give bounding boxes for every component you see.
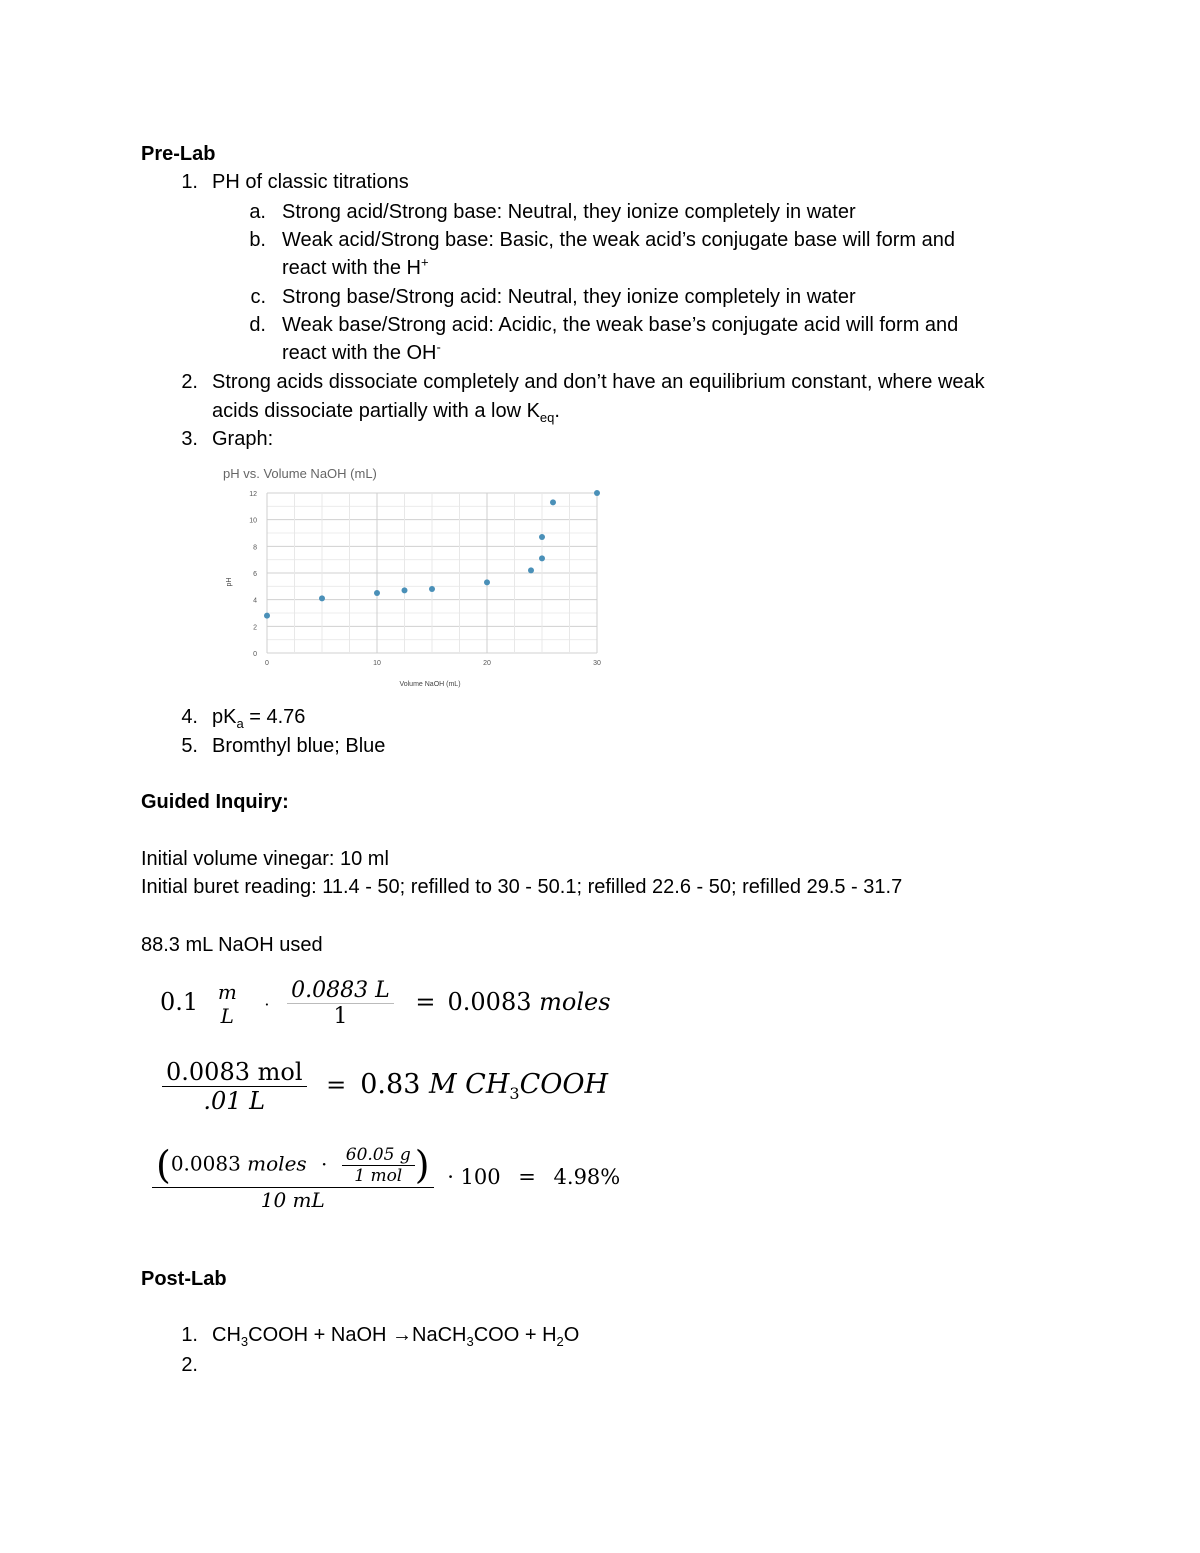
guided-line2: Initial buret reading: 11.4 - 50; refilled to 30 - 50.1; refilled 22.6 - 50; refilled 29.5 - 31.7 — [141, 876, 903, 898]
y-tick-label: 4 — [253, 597, 257, 605]
postlab-q1-reaction: $CH_3COOH$ + NaOH →NaCH$_3$COO + $H_2O$ — [212, 1324, 580, 1349]
x-tick-label: 0 — [265, 660, 269, 667]
chart-title: pH vs. Volume NaOH (mL) — [223, 466, 377, 481]
data-point — [484, 579, 490, 585]
x-tick-label: 10 — [373, 660, 381, 667]
x-tick-label: 30 — [593, 660, 601, 667]
postlab-heading: Post-Lab — [141, 1268, 227, 1290]
equation-molarity: $\frac{\text{0.0083 mol}}{.01 L}$ = 0.83 M $CH_3COOH$ — [162, 1058, 608, 1115]
list-letter: a. — [249, 201, 266, 223]
equation-moles: 0.1 m L · $\frac{0.0883 L}{1}$ = 0.0083 moles — [160, 978, 611, 1029]
data-point — [402, 587, 408, 593]
prelab-q1d-line1: Weak base/Strong acid: Acidic, the weak base’s conjugate acid will form and — [282, 314, 959, 336]
guided-line3: 88.3 mL NaOH used — [141, 934, 323, 956]
prelab-q1b-line2: react with the H+ — [282, 254, 429, 279]
list-number: 5. — [181, 735, 198, 757]
y-tick-label: 6 — [253, 571, 257, 578]
list-number: 1. — [181, 171, 198, 193]
list-number: 4. — [181, 706, 198, 728]
y-tick-label: 12 — [249, 491, 257, 498]
data-point — [374, 590, 380, 596]
data-point — [550, 499, 556, 505]
x-tick-label: 20 — [483, 660, 491, 667]
data-point — [539, 534, 545, 540]
prelab-q3-text: Graph: — [212, 428, 274, 450]
prelab-q2-line2: acids dissociate partially with a low $K_{eq}$. — [212, 400, 560, 425]
list-number: 1. — [181, 1324, 198, 1346]
prelab-q1-text: PH of classic titrations — [212, 171, 409, 193]
prelab-q1d-line2: react with the OH- — [282, 339, 441, 364]
ph-titration-chart — [215, 460, 615, 692]
data-point — [594, 490, 600, 496]
list-number: 2. — [181, 1354, 198, 1376]
list-number: 3. — [181, 428, 198, 450]
data-point — [429, 586, 435, 592]
y-tick-label: 10 — [249, 517, 257, 525]
prelab-heading: Pre-Lab — [141, 143, 216, 165]
prelab-q1b-line1: Weak acid/Strong base: Basic, the weak acid’s conjugate base will form and — [282, 229, 955, 251]
chart-x-ticks — [265, 660, 601, 667]
guided-line1: Initial volume vinegar: 10 ml — [141, 848, 389, 870]
list-letter: c. — [250, 286, 266, 308]
list-letter: b. — [249, 229, 266, 251]
chart-y-ticks — [249, 491, 257, 658]
chart-y-label: pH — [226, 577, 233, 587]
chart-x-label: Volume NaOH (mL) — [399, 681, 461, 688]
data-point — [264, 613, 270, 619]
chart-grid — [267, 493, 597, 653]
list-number: 2. — [181, 371, 198, 393]
data-point — [528, 567, 534, 573]
y-tick-label: 8 — [253, 544, 257, 552]
prelab-q2-line1: Strong acids dissociate completely and don’t have an equilibrium constant, where weak — [212, 371, 985, 393]
data-point — [539, 555, 545, 561]
y-tick-label: 0 — [253, 651, 257, 658]
y-tick-label: 2 — [253, 624, 257, 632]
prelab-q5-text: Bromthyl blue; Blue — [212, 735, 386, 757]
data-point — [319, 595, 325, 601]
prelab-q1a-text: Strong acid/Strong base: Neutral, they ionize completely in water — [282, 201, 856, 223]
prelab-q4-text: $pK_a = 4.76$ — [212, 706, 306, 731]
equation-percent: (0.0083 moles · $\frac{60.05 g}{\text{1 mol}}$ ) 10 mL · 100 = 4.98% — [152, 1143, 620, 1212]
guided-heading: Guided Inquiry: — [141, 791, 289, 813]
list-letter: d. — [249, 314, 266, 336]
prelab-q1c-text: Strong base/Strong acid: Neutral, they ionize completely in water — [282, 286, 856, 308]
